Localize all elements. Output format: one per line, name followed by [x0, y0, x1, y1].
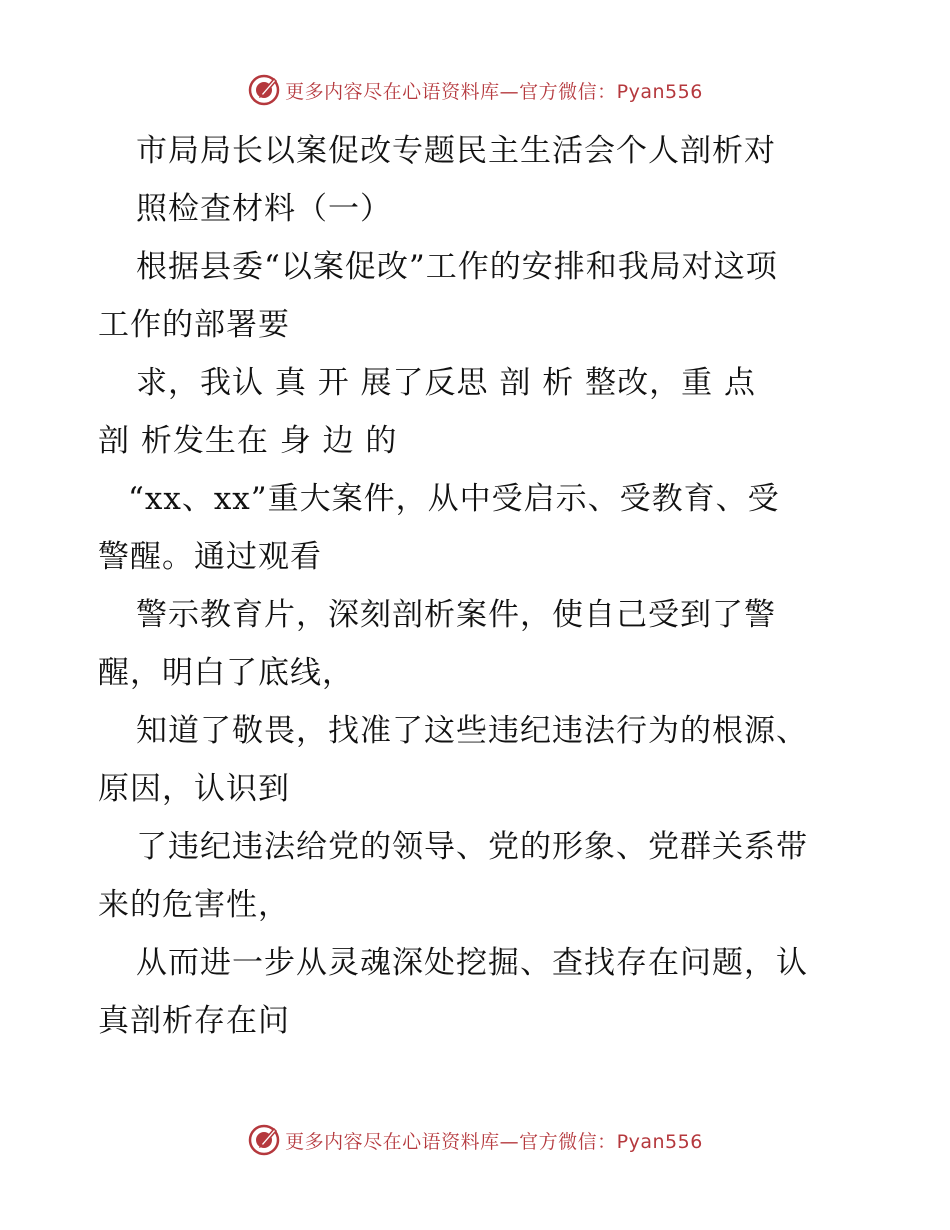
paragraph-line: 根据县委“以案促改”工作的安排和我局对这项: [136, 249, 778, 285]
footer-watermark: [0, 1120, 950, 1160]
paragraph-line: 真剖析存在问: [98, 1003, 290, 1039]
paragraph-line: 从而进一步从灵魂深处挖掘、查找存在问题，认: [136, 945, 808, 981]
doc-title-line-2: 照检查材料（一）: [136, 191, 392, 227]
paragraph-line: 求，我认 真 开 展了反思 剖 析 整改，重 点: [136, 365, 756, 401]
paragraph-line: 警示教育片，深刻剖析案件，使自己受到了警: [136, 597, 776, 633]
paragraph-line: 警醒。通过观看: [98, 539, 322, 575]
paragraph-line: 知道了敬畏，找准了这些违纪违法行为的根源、: [136, 713, 808, 749]
paragraph-line: 工作的部署要: [98, 307, 290, 343]
paragraph-line: 来的危害性，: [98, 887, 290, 923]
header-watermark: [0, 70, 950, 110]
brush-logo-icon: [247, 73, 281, 107]
watermark-text: 更多内容尽在心语资料库—官方微信：Pyan556: [285, 1130, 703, 1153]
paragraph-line: 原因，认识到: [98, 771, 290, 807]
paragraph-line: 醒，明白了底线，: [98, 655, 354, 691]
document-body: [98, 122, 858, 1050]
brush-logo-icon: [247, 1123, 281, 1157]
paragraph-line: 剖 析发生在 身 边 的: [98, 423, 398, 459]
doc-title-line-1: 市局局长以案促改专题民主生活会个人剖析对: [136, 133, 776, 169]
paragraph-line: 了违纪违法给党的领导、党的形象、党群关系带: [136, 829, 808, 865]
watermark-text: 更多内容尽在心语资料库—官方微信：Pyan556: [285, 80, 703, 103]
paragraph-line: “xx、xx”重大案件，从中受启示、受教育、受: [128, 481, 780, 517]
